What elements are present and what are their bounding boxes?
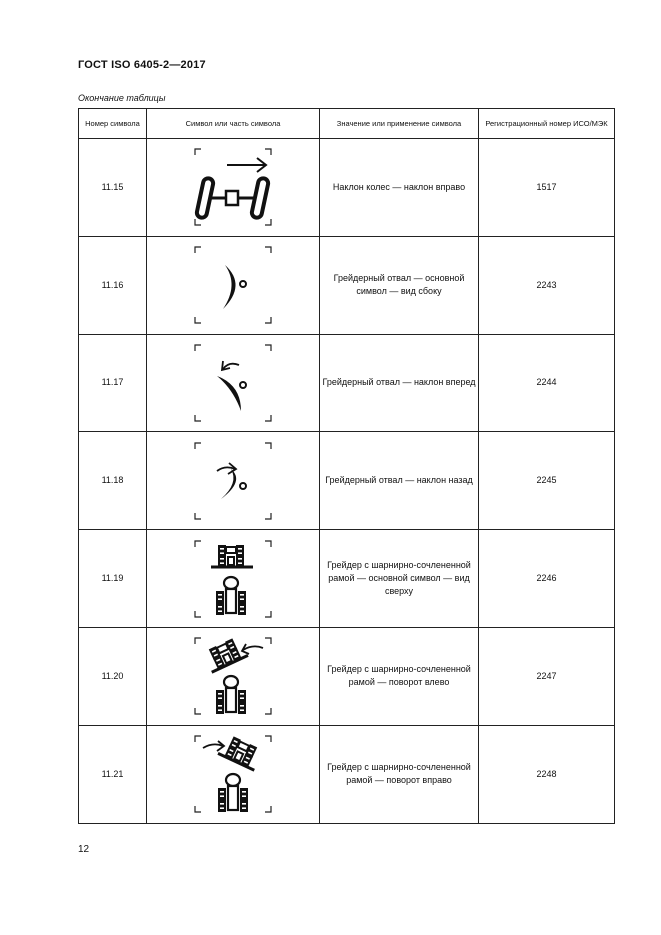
symbol-meaning: Грейдерный отвал — основной символ — вид сбоку — [320, 236, 479, 334]
articulated-grader-turn-left-icon — [191, 634, 275, 718]
symbol-cell — [147, 432, 320, 530]
symbol-registration-number: 2246 — [479, 530, 615, 628]
symbol-meaning: Грейдер с шарнирно-сочлененной рамой — поворот вправо — [320, 725, 479, 823]
column-header-registration: Регистрационный номер ИСО/МЭК — [479, 109, 615, 139]
column-header-meaning: Значение или применение символа — [320, 109, 479, 139]
symbol-registration-number: 2248 — [479, 725, 615, 823]
symbol-cell — [147, 627, 320, 725]
symbol-cell — [147, 725, 320, 823]
symbol-meaning: Грейдер с шарнирно-сочлененной рамой — основной символ — вид сверху — [320, 530, 479, 628]
symbol-number: 11.20 — [79, 627, 147, 725]
table-row — [79, 530, 615, 628]
symbol-meaning: Грейдер с шарнирно-сочлененной рамой — поворот влево — [320, 627, 479, 725]
symbol-cell — [147, 334, 320, 432]
symbol-number: 11.15 — [79, 139, 147, 237]
symbol-cell — [147, 236, 320, 334]
symbol-registration-number: 2245 — [479, 432, 615, 530]
page-number: 12 — [78, 844, 90, 855]
symbol-meaning: Наклон колес — наклон вправо — [320, 139, 479, 237]
symbol-number: 11.18 — [79, 432, 147, 530]
symbol-registration-number: 2243 — [479, 236, 615, 334]
wheel-tilt-right-icon — [191, 145, 275, 229]
table-caption: Окончание таблицы — [78, 93, 166, 103]
symbol-number: 11.17 — [79, 334, 147, 432]
symbol-number: 11.21 — [79, 725, 147, 823]
symbol-meaning: Грейдерный отвал — наклон вперед — [320, 334, 479, 432]
grader-blade-tilt-back-icon — [191, 439, 275, 523]
grader-blade-tilt-forward-icon — [191, 341, 275, 425]
column-header-number: Номер символа — [79, 109, 147, 139]
grader-blade-side-icon — [191, 243, 275, 327]
table-row — [79, 139, 615, 237]
table-row — [79, 432, 615, 530]
table-row — [79, 725, 615, 823]
symbol-registration-number: 1517 — [479, 139, 615, 237]
symbol-table — [78, 108, 615, 824]
symbol-number: 11.16 — [79, 236, 147, 334]
symbol-meaning: Грейдерный отвал — наклон назад — [320, 432, 479, 530]
symbol-cell — [147, 139, 320, 237]
table-row — [79, 334, 615, 432]
column-header-symbol: Символ или часть символа — [147, 109, 320, 139]
table-header-row — [79, 109, 615, 139]
symbol-registration-number: 2244 — [479, 334, 615, 432]
articulated-grader-turn-right-icon — [191, 732, 275, 816]
symbol-registration-number: 2247 — [479, 627, 615, 725]
table-row — [79, 627, 615, 725]
symbol-number: 11.19 — [79, 530, 147, 628]
table-row — [79, 236, 615, 334]
symbol-cell — [147, 530, 320, 628]
document-title: ГОСТ ISO 6405-2—2017 — [78, 59, 206, 71]
articulated-grader-top-icon — [191, 537, 275, 621]
